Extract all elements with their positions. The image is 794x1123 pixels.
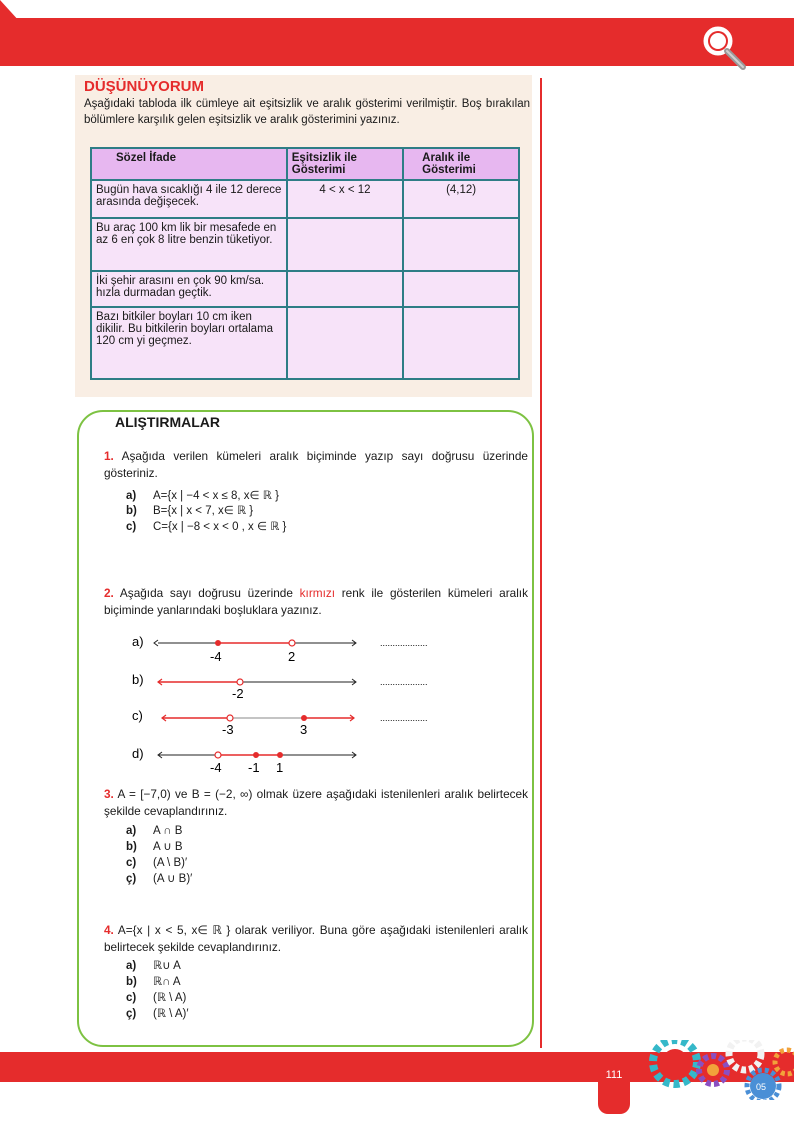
option-label: ç) [126, 873, 137, 885]
top-chevron-decoration [0, 0, 20, 44]
option-label: c) [126, 857, 137, 869]
option-label: a) [126, 490, 137, 502]
tick-label: -4 [210, 649, 222, 664]
table-cell-verbal: Bu araç 100 km lik bir mesafede en az 6 en çok 8 litre benzin tüketiyor. [91, 218, 287, 271]
question-number: 1. [104, 449, 114, 463]
option-text: ℝ∩ A [153, 976, 181, 988]
table-row [91, 218, 519, 271]
question-number: 4. [104, 923, 114, 937]
question-number: 2. [104, 586, 114, 600]
question-text: A = [−7,0) ve B = (−2, ∞) olmak üzere aşağıdaki istenilenleri aralık belirtecek şekilde cevaplandırınız. [104, 787, 528, 818]
q3-option-c [126, 855, 187, 871]
table-row [91, 180, 519, 218]
option-label: ç) [126, 1008, 137, 1020]
tick-label: 3 [300, 722, 308, 737]
option-text: A={x | −4 < x ≤ 8, x∈ ℝ } [153, 490, 279, 502]
question-3 [104, 786, 528, 820]
q4-option-a [126, 958, 181, 974]
option-text: A ∪ B [153, 841, 183, 853]
closed-endpoint [277, 752, 283, 758]
header-verbal: Sözel İfade [91, 148, 287, 180]
answer-blank[interactable]: ................... [380, 638, 428, 648]
open-endpoint [237, 679, 243, 685]
q3-option-c-cedilla [126, 871, 192, 887]
option-text: ℝ∪ A [153, 960, 181, 972]
q1-option-b [126, 503, 253, 519]
question-text: A={x | x < 5, x∈ ℝ } olarak veriliyor. Buna göre aşağıdaki istenilenleri aralık belirtecek şekilde cevaplandırınız. [104, 923, 528, 954]
table-cell-interval[interactable] [403, 271, 519, 307]
option-label: c) [126, 521, 137, 533]
gear-label: 05 [756, 1082, 767, 1092]
line-label: c) [132, 708, 143, 723]
option-text: (ℝ \ A)′ [153, 1008, 189, 1020]
q1-option-a [126, 488, 279, 504]
table-cell-verbal: İki şehir arasını en çok 90 km/sa. hızla durmadan geçtik. [91, 271, 287, 307]
line-label: d) [132, 746, 144, 761]
line-label: a) [132, 634, 144, 649]
header-interval: Aralık ile Gösterimi [403, 148, 519, 180]
magnifier-icon [700, 24, 748, 72]
closed-endpoint [301, 715, 307, 721]
number-line-a [130, 632, 450, 672]
question-1 [104, 448, 528, 482]
q4-option-c [126, 990, 186, 1006]
table-cell-interval: (4,12) [403, 180, 519, 218]
table-cell-inequality[interactable] [287, 307, 403, 379]
table-cell-verbal: Bugün hava sıcaklığı 4 ile 12 derece arasında değişecek. [91, 180, 287, 218]
line-label: b) [132, 672, 144, 687]
option-label: b) [126, 505, 137, 517]
question-text-highlight: kırmızı [299, 586, 336, 600]
table-cell-verbal: Bazı bitkiler boyları 10 cm iken dikilir. Bu bitkilerin boyları ortalama 120 cm yi geçmez. [91, 307, 287, 379]
tick-label: -2 [232, 686, 244, 701]
question-text: Aşağıda verilen kümeleri aralık biçiminde yazıp sayı doğrusu üzerinde gösteriniz. [104, 449, 528, 480]
option-text: (ℝ \ A) [153, 992, 187, 1004]
closed-endpoint [215, 640, 221, 646]
option-text: (A \ B)′ [153, 857, 188, 869]
table-cell-inequality: 4 < x < 12 [287, 180, 403, 218]
gears-icon [635, 1040, 794, 1100]
answer-blank[interactable]: ................... [380, 677, 428, 687]
question-text-start: Aşağıda sayı doğrusu üzerinde [119, 586, 300, 600]
question-2 [104, 585, 528, 619]
q3-option-b [126, 839, 183, 855]
number-line-b [130, 671, 450, 711]
open-endpoint [227, 715, 233, 721]
q3-option-a [126, 823, 182, 839]
table-cell-inequality[interactable] [287, 271, 403, 307]
think-intro: Aşağıdaki tabloda ilk cümleye ait eşitsizlik ve aralık gösterimi verilmiştir. Boş bırakılan bölümlere karşılık gelen eşitsizlik ve aralık gösterimini yazınız. [84, 98, 530, 126]
question-number: 3. [104, 787, 114, 801]
option-text: A ∩ B [153, 825, 183, 837]
answer-blank[interactable]: ................... [380, 713, 428, 723]
expression-table [90, 147, 520, 380]
q4-option-b [126, 974, 181, 990]
question-4 [104, 922, 528, 956]
open-endpoint [289, 640, 295, 646]
tick-label: 2 [288, 649, 296, 664]
option-label: b) [126, 976, 137, 988]
table-row [91, 271, 519, 307]
top-banner [0, 18, 794, 66]
tick-label: -1 [248, 760, 260, 775]
option-label: b) [126, 841, 137, 853]
tick-label: -4 [210, 760, 222, 775]
option-label: a) [126, 960, 137, 972]
option-label: a) [126, 825, 137, 837]
option-label: c) [126, 992, 137, 1004]
exercises-title: ALIŞTIRMALAR [115, 414, 220, 430]
header-inequality: Eşitsizlik ile Gösterimi [287, 148, 403, 180]
think-title: DÜŞÜNÜYORUM [84, 78, 204, 95]
option-text: B={x | x < 7, x∈ ℝ } [153, 505, 254, 517]
q4-option-c-cedilla [126, 1006, 189, 1022]
q1-option-c [126, 519, 286, 535]
table-cell-inequality[interactable] [287, 218, 403, 271]
margin-rule [540, 78, 542, 1048]
closed-endpoint [253, 752, 259, 758]
tick-label: -3 [222, 722, 234, 737]
option-text: (A ∪ B)′ [153, 873, 193, 885]
table-row [91, 307, 519, 379]
table-header-row [91, 148, 519, 180]
question-text-end: renk ile gösterilen kümeleri aralık biçiminde yanlarındaki boşluklara yazınız. [104, 586, 528, 617]
tick-label: 1 [276, 760, 284, 775]
option-text: C={x | −8 < x < 0 , x ∈ ℝ } [153, 521, 287, 533]
table-cell-interval[interactable] [403, 218, 519, 271]
number-line-c [130, 707, 450, 747]
page-number: 111 [605, 1069, 623, 1081]
table-cell-interval[interactable] [403, 307, 519, 379]
open-endpoint [215, 752, 221, 758]
number-line-d [130, 744, 450, 784]
